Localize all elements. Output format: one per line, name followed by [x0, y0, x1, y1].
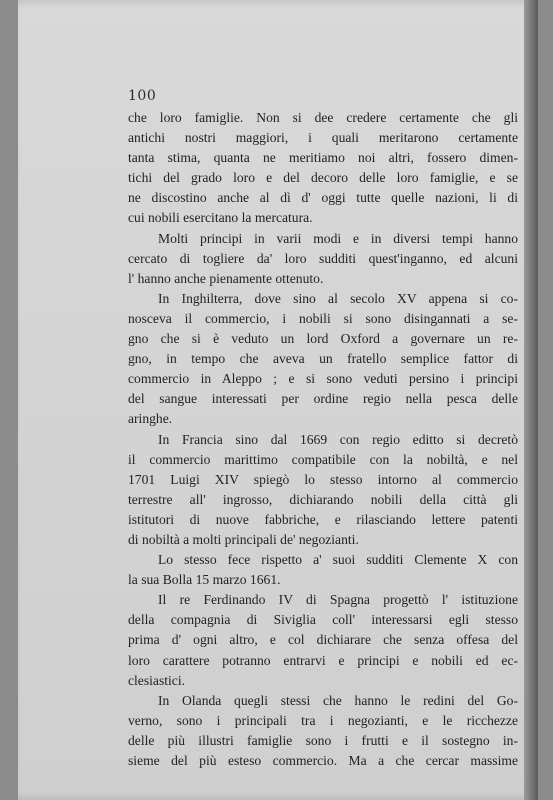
text-line: Lo stesso fece rispetto a' suoi sudditi Clemente X con — [158, 552, 518, 568]
text-line: antichi nostri maggiori, i quali meritarono certamente — [128, 130, 518, 146]
text-line: l' hanno anche pienamente ottenuto. — [128, 270, 324, 286]
text-line: il commercio marittimo compatibile con la nobiltà, e nel — [128, 451, 518, 467]
body-text — [128, 108, 518, 771]
text-line: tichi del grado loro e del decoro delle loro famiglie, e se — [128, 170, 518, 186]
text-line: della compagnia di Siviglia coll' interessarsi egli stesso — [128, 612, 518, 628]
text-line: istitutori di nuove fabbriche, e rilasciando lettere patenti — [128, 511, 518, 527]
text-line: In Francia sino dal 1669 con regio editto si decretò — [158, 431, 518, 447]
text-line: di nobiltà a molti principali de' negozianti. — [128, 531, 359, 547]
text-line: terrestre all' ingrosso, dichiarando nobili della città gli — [128, 491, 518, 507]
text-line: cercato di togliere da' loro sudditi quest'inganno, ed alcuni — [128, 250, 518, 266]
text-line: aringhe. — [128, 411, 173, 427]
text-line: gno, in tempo che aveva un fratello semplice fattor di — [128, 351, 518, 367]
text-line: commercio in Aleppo ; e si sono veduti persino i principi — [128, 371, 518, 387]
text-line: cui nobili esercitano la mercatura. — [128, 210, 313, 226]
text-line: prima d' ogni altro, e col dichiarare che senza offesa del — [128, 632, 518, 648]
text-line: verno, sono i principali tra i negozianti, e le ricchezze — [128, 712, 518, 728]
page-number: 100 — [128, 88, 157, 104]
text-line: la sua Bolla 15 marzo 1661. — [128, 572, 281, 588]
text-line: Molti principi in varii modi e in diversi tempi hanno — [158, 230, 518, 246]
text-line: sieme del più esteso commercio. Ma a che cercar massime — [128, 753, 518, 768]
text-line: In Inghilterra, dove sino al secolo XV appena si co- — [158, 290, 518, 306]
page-edge-shadow — [524, 0, 538, 800]
text-line: nosceva il commercio, i nobili si sono disingannati a se- — [128, 310, 518, 326]
text-line: del sangue interessati per ordine regio nella pesca delle — [128, 391, 518, 407]
text-line: gno che si è veduto un lord Oxford a governare un re- — [128, 331, 518, 347]
text-line: delle più illustri famiglie sono i frutti e il sostegno in- — [128, 732, 518, 748]
text-line: In Olanda quegli stessi che hanno le redini del Go- — [158, 692, 518, 708]
text-line: clesiastici. — [128, 672, 185, 688]
book-page — [18, 0, 538, 800]
text-line: Il re Ferdinando IV di Spagna progettò l' istituzione — [158, 592, 518, 608]
text-line: tanta stima, quanta ne meritiamo noi altri, fossero dimen- — [128, 150, 518, 166]
text-line: loro carattere potranno entrarvi e principi e nobili ed ec- — [128, 652, 518, 668]
text-line: ne discostino anche al dì d' oggi tutte quelle nazioni, li di — [128, 190, 518, 206]
text-line: che loro famiglie. Non si dee credere certamente che gli — [128, 110, 518, 125]
text-line: 1701 Luigi XIV spiegò lo stesso intorno al commercio — [128, 471, 518, 487]
